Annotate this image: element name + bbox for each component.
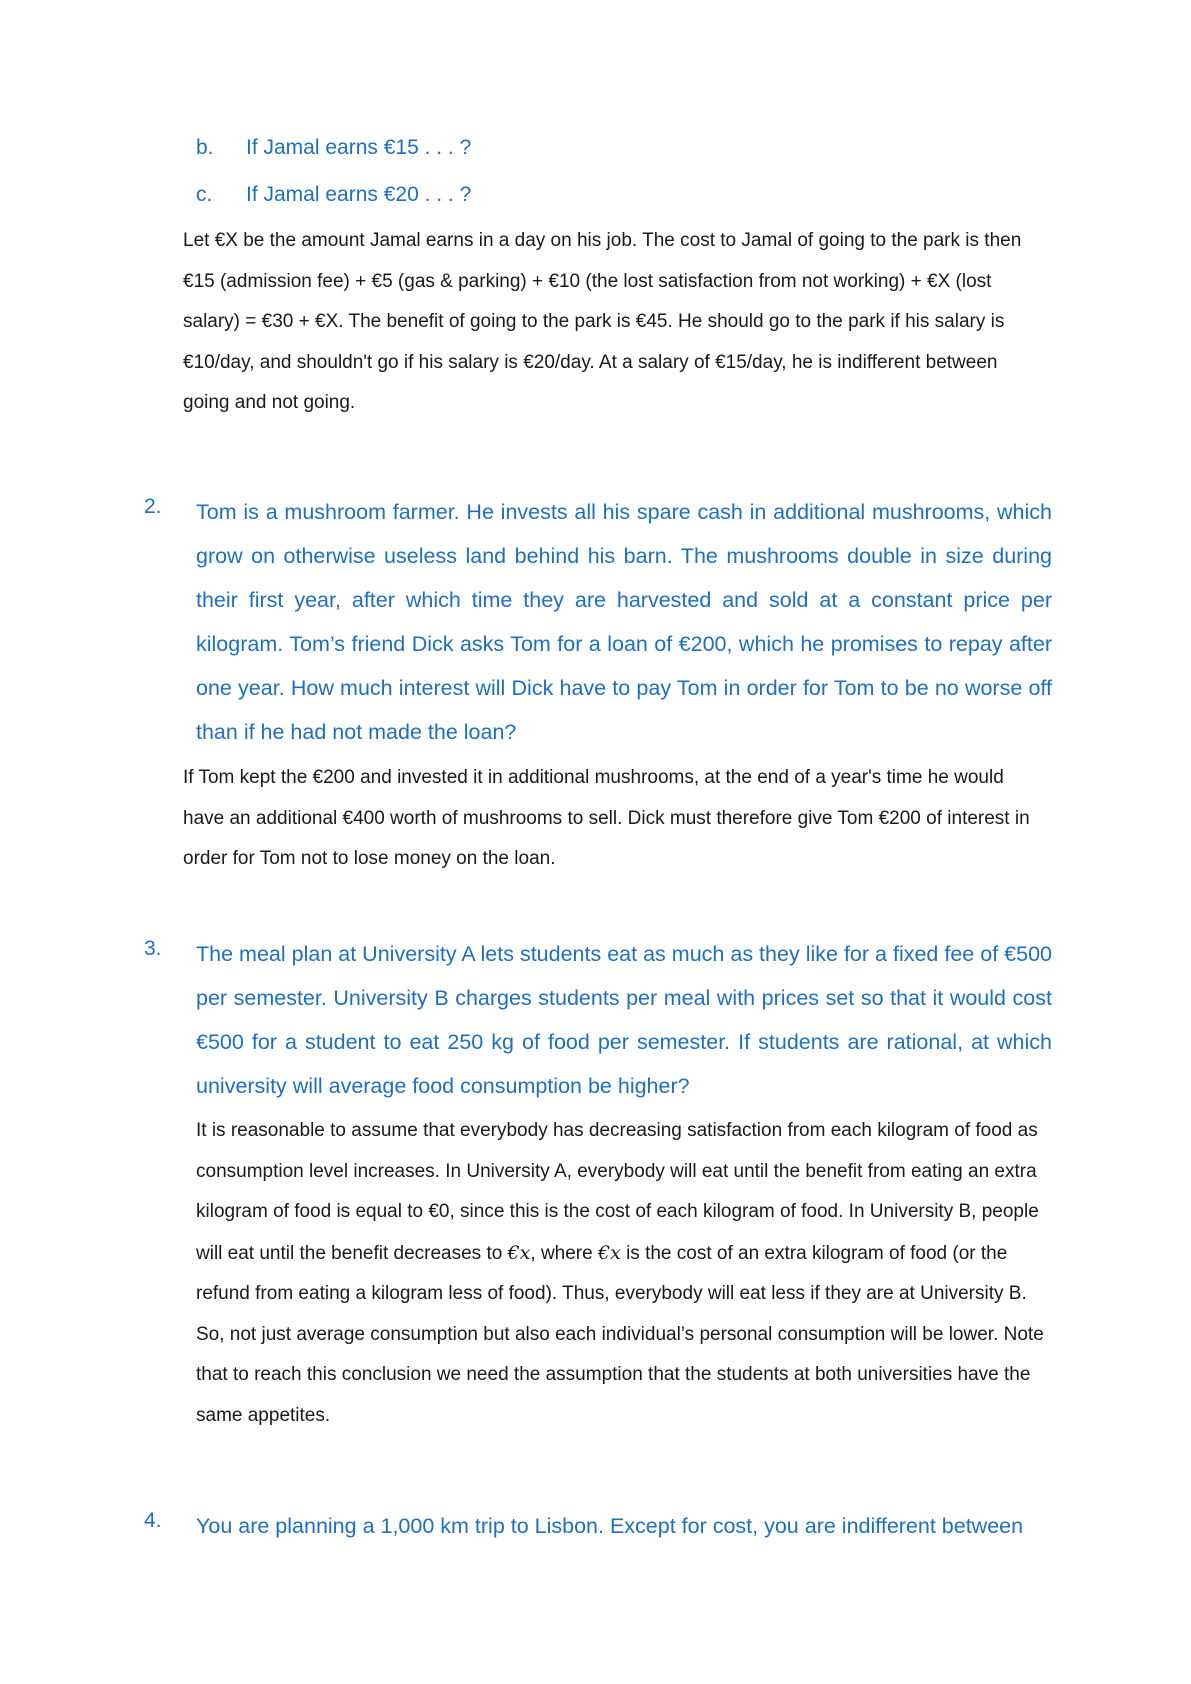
answer-text: , where [530,1242,598,1264]
answer-paragraph-3 [196,1111,1054,1436]
sub-question-label: b. [196,136,214,159]
question-number: 4. [144,1509,162,1532]
question-number: 3. [144,937,162,960]
sub-question-label: c. [196,183,213,206]
question-text: Tom is a mushroom farmer. He invests all his spare cash in additional mushrooms, which grow on otherwise useless land behind his barn. The mushrooms double in size during their first year, after which time they are harvested and sold at a constant price per kilogram. Tom’s friend Dick asks Tom for a loan of €200, which he promises to repay after one year. How much interest will Dick have to pay Tom in order for Tom to be no worse off than if he had not made the loan? [196,500,1052,744]
euro-x-symbol: €x [507,1241,531,1264]
answer-paragraph-2: If Tom kept the €200 and invested it in additional mushrooms, at the end of a year's time he would have an additional €400 worth of mushrooms to sell. Dick must therefore give Tom €200 of interest in order for Tom not to lose money on the loan. [183,767,1030,869]
answer-paragraph-1: Let €X be the amount Jamal earns in a day on his job. The cost to Jamal of going to the park is then €15 (admission fee) + €5 (gas & parking) + €10 (the lost satisfaction from not working) + €X (lost salary) = €30 + €X. The benefit of going to the park is €45. He should go to the park if his salary is €10/day, and shouldn't go if his salary is €20/day. At a salary of €15/day, he is indifferent between going and not going. [183,230,1022,413]
answer-text: is the cost of an extra kilogram of food (or the refund from eating a kilogram less of food). Thus, everybody will eat less if they are at University B. So, not just average consumption but also each individual’s personal consumption will be lower. Note that to reach this conclusion we need the assumption that the students at both universities have the same appetites. [196,1242,1044,1426]
question-text: The meal plan at University A lets students eat as much as they like for a fixed fee of €500 per semester. University B charges students per meal with prices set so that it would cost €500 for a student to eat 250 kg of food per semester. If students are rational, at which university will average food consumption be higher? [196,942,1052,1098]
euro-x-symbol: €x [597,1241,621,1264]
answer-text: It is reasonable to assume that everybody has decreasing satisfaction from each kilogram of food as consumption level increases. In University A, everybody will eat until the benefit from eating an extra kilogram of food is equal to €0, since this is the cost of each kilogram of food. In University B, people will eat until the benefit decreases to [196,1120,1039,1264]
sub-question-text: If Jamal earns €20 . . . ? [246,183,472,206]
sub-question-text: If Jamal earns €15 . . . ? [246,136,472,159]
sub-question-b [196,136,471,160]
question-number: 2. [144,495,162,518]
sub-question-c [196,183,471,207]
question-text: You are planning a 1,000 km trip to Lisbon. Except for cost, you are indifferent between [196,1514,1024,1538]
